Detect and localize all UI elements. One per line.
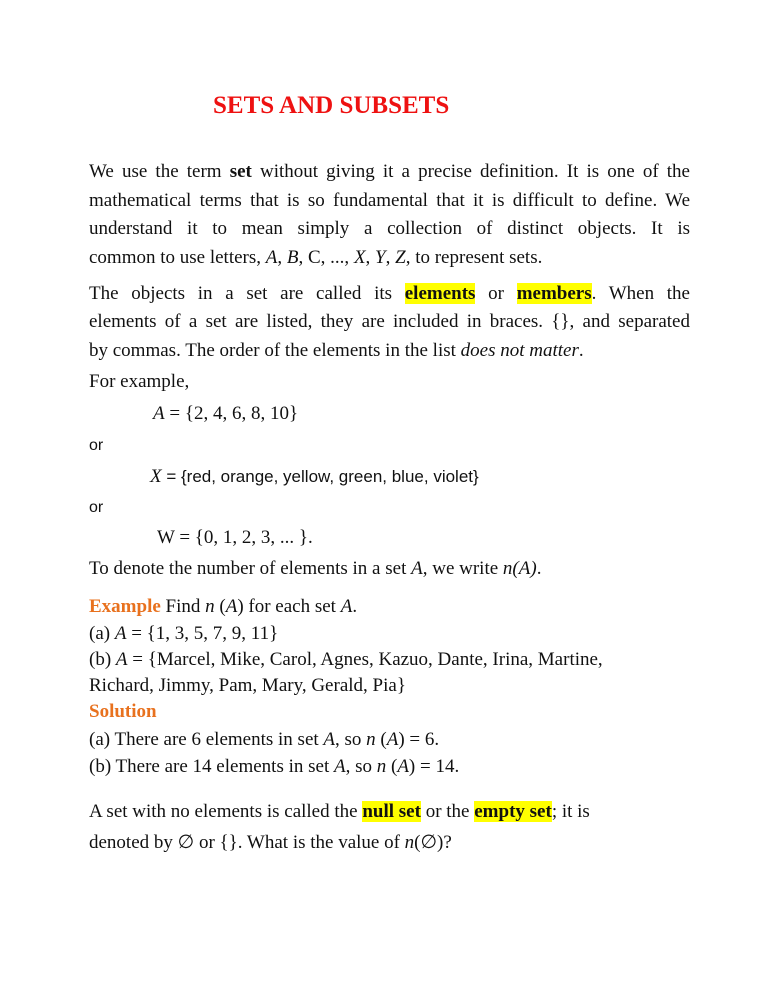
text-line — [89, 800, 590, 824]
text-segment: or — [475, 283, 517, 304]
text-segment: A — [114, 623, 127, 644]
text-line — [89, 310, 690, 334]
text-segment: or the — [420, 801, 475, 822]
text-segment: , we write — [422, 558, 503, 579]
text-segment: Z — [395, 247, 406, 268]
text-segment: , — [277, 247, 287, 268]
text-segment: ) for each set — [237, 596, 341, 617]
text-segment: A — [397, 756, 409, 777]
text-segment: ( — [386, 756, 398, 777]
text-segment: or — [89, 437, 104, 454]
text-segment: (b) — [89, 649, 116, 670]
text-line — [89, 160, 690, 184]
text-segment: W = {0, 1, 2, 3, ... }. — [157, 527, 313, 548]
text-segment: (∅)? — [414, 832, 452, 853]
text-segment: does not matter — [460, 340, 579, 361]
text-segment: (a) There are 6 elements in set — [89, 729, 324, 750]
text-segment: A — [323, 729, 336, 750]
text-segment: Y — [375, 247, 386, 268]
text-line — [89, 370, 189, 394]
text-segment: . — [536, 558, 542, 579]
text-segment: denoted by ∅ or {}. What is the value of — [89, 832, 405, 853]
text-segment: ) = 14. — [408, 756, 460, 777]
text-segment: common to use letters, — [89, 247, 266, 268]
text-segment: A — [386, 729, 399, 750]
highlighted-term: members — [516, 283, 592, 304]
text-segment: A — [411, 558, 423, 579]
text-line — [89, 246, 542, 270]
highlighted-term: null set — [362, 801, 421, 822]
text-segment: n — [404, 832, 415, 853]
text-line — [89, 339, 584, 363]
text-segment: The objects in a set are called its — [89, 283, 405, 304]
text-segment: We use the term — [89, 161, 230, 182]
text-segment: = {2, 4, 6, 8, 10} — [164, 403, 299, 424]
text-line — [89, 831, 452, 855]
text-segment: ( — [214, 596, 226, 617]
text-segment: n — [366, 729, 376, 750]
text-segment: A — [225, 596, 238, 617]
text-segment: A — [153, 403, 165, 424]
text-segment: A — [115, 649, 128, 670]
text-segment: , — [385, 247, 396, 268]
text-segment: (b) There are 14 elements in set — [89, 756, 334, 777]
text-segment: = {Marcel, Mike, Carol, Agnes, Kazuo, Dante, Irina, Martine, — [127, 649, 603, 670]
text-segment: ) = 6. — [398, 729, 440, 750]
text-segment: n(A) — [502, 558, 537, 579]
text-segment: , to represent sets. — [405, 247, 543, 268]
text-line — [157, 526, 313, 550]
text-segment: A set with no elements is called the — [89, 801, 363, 822]
text-segment: B — [286, 247, 299, 268]
text-segment: . — [578, 340, 584, 361]
text-segment: , so — [335, 729, 367, 750]
text-line — [89, 217, 690, 241]
text-line — [89, 434, 103, 458]
text-segment: Find — [160, 596, 206, 617]
highlighted-term: empty set — [474, 801, 552, 822]
text-segment: mathematical terms that is so fundamental that it is difficult to define. We — [89, 190, 690, 211]
text-segment: n — [205, 596, 215, 617]
text-segment: . When the — [591, 283, 690, 304]
text-line — [89, 728, 439, 752]
text-segment: set — [229, 161, 252, 182]
text-segment: = {1, 3, 5, 7, 9, 11} — [126, 623, 279, 644]
section-label: Example — [89, 596, 161, 617]
text-segment: A — [265, 247, 278, 268]
text-segment: understand it to mean simply a collection of distinct objects. It is — [89, 218, 690, 239]
text-line — [89, 674, 406, 698]
text-segment: without giving it a precise definition. It is one of the — [251, 161, 690, 182]
text-segment: To denote the number of elements in a set — [89, 558, 412, 579]
text-line — [89, 282, 690, 306]
text-segment: (a) — [89, 623, 115, 644]
text-line — [89, 595, 357, 619]
text-segment: n — [376, 756, 387, 777]
text-line — [89, 622, 278, 646]
text-line — [89, 700, 157, 724]
text-line — [89, 557, 541, 581]
text-line — [89, 755, 459, 779]
section-label: Solution — [89, 701, 157, 722]
text-segment: ; it is — [551, 801, 590, 822]
text-segment: or — [89, 499, 104, 516]
page-title: SETS AND SUBSETS — [213, 92, 450, 119]
highlighted-term: elements — [404, 283, 476, 304]
text-line — [150, 465, 479, 489]
text-segment: ( — [375, 729, 387, 750]
text-segment: , — [365, 247, 376, 268]
text-segment: For example, — [89, 371, 190, 392]
text-segment: elements of a set are listed, they are included in braces. {}, and separated — [89, 311, 690, 332]
text-segment: X — [150, 466, 162, 487]
text-line — [89, 648, 603, 672]
text-segment: by commas. The order of the elements in the list — [89, 340, 461, 361]
text-line — [89, 189, 690, 213]
text-segment: , so — [345, 756, 377, 777]
text-segment: A — [333, 756, 346, 777]
text-segment: . — [352, 596, 358, 617]
text-line — [89, 496, 103, 520]
text-line — [153, 402, 298, 426]
text-segment: Richard, Jimmy, Pam, Mary, Gerald, Pia} — [89, 675, 406, 696]
text-segment: A — [340, 596, 353, 617]
text-segment: , C, ..., — [298, 247, 354, 268]
text-segment: = {red, orange, yellow, green, blue, violet} — [161, 467, 479, 486]
text-segment: X — [353, 247, 366, 268]
